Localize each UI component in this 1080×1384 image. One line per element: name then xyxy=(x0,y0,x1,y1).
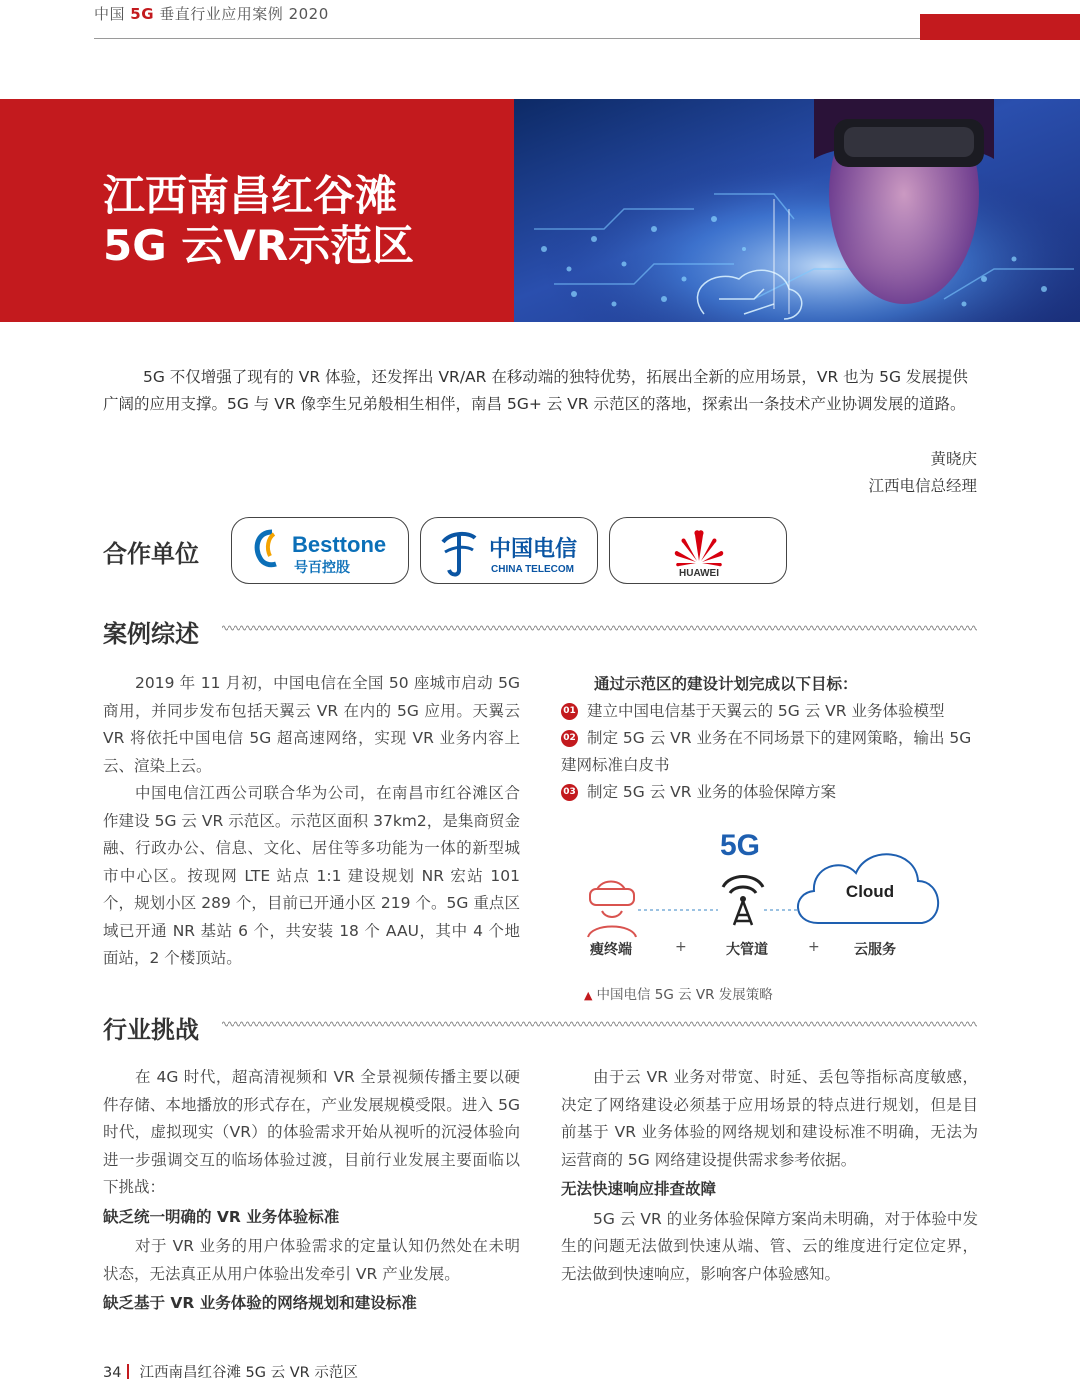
header-red-block xyxy=(920,14,1080,40)
strategy-diagram-graphic xyxy=(580,815,960,965)
overview-left-column xyxy=(103,670,520,973)
goal-item-1 xyxy=(561,698,979,725)
label-thin-terminal: 瘦终端 xyxy=(590,942,632,958)
challenge-subheading-1: 缺乏统一明确的 VR 业务体验标准 xyxy=(103,1207,340,1226)
goal-number-badge: 01 xyxy=(561,703,578,720)
footer-title: 江西南昌红谷滩 5G 云 VR 示范区 xyxy=(139,1365,358,1381)
strategy-diagram xyxy=(580,815,960,965)
goal-number-badge: 02 xyxy=(561,730,578,747)
goal-number-badge: 03 xyxy=(561,784,578,801)
huawei-logo xyxy=(610,518,788,585)
telecom-en-text: CHINA TELECOM xyxy=(491,564,574,575)
page-footer xyxy=(103,1361,358,1382)
goals-list xyxy=(561,698,979,806)
header-title xyxy=(94,3,329,24)
page-number: 34 xyxy=(103,1365,122,1381)
vr-user-icon xyxy=(588,882,636,938)
partner-china-telecom xyxy=(420,517,598,584)
overview-paragraph-2: 中国电信江西公司联合华为公司，在南昌市红谷滩区合作建设 5G 云 VR 示范区。示范区面积 37km2，是集商贸金融、行政办公、信息、文化、居住等多功能为一体的新型城市中心区。按现网 LTE 站点 1:1 建设规划 NR 宏站 101 个，规划小区 289 个，目前已开通小区 219 个。5G 重点区域已开通 NR 基站 6 个，共安装 18 个 AAU，其中 4 个地面站，2 个楼顶站。 xyxy=(103,784,520,967)
header-rule xyxy=(94,38,920,39)
footer-divider xyxy=(127,1364,129,1379)
goal-text: 制定 5G 云 VR 业务的体验保障方案 xyxy=(587,783,836,801)
5g-logo-text: 5G xyxy=(720,829,761,862)
intro-quote: 5G 不仅增强了现有的 VR 体验，还发挥出 VR/AR 在移动端的独特优势，拓展出全新的应用场景，VR 也为 5G 发展提供广阔的应用支撑。5G 与 VR 像孪生兄弟般相生相伴，南昌 5G+ 云 VR 示范区的落地，探索出一条技术产业协调发展的道路。 xyxy=(103,368,968,413)
diagram-caption xyxy=(584,983,773,1003)
goals-title: 通过示范区的建设计划完成以下目标： xyxy=(594,675,858,693)
overview-paragraph-1: 2019 年 11 月初，中国电信在全国 50 座城市启动 5G 商用，并同步发布包括天翼云 VR 在内的 5G 应用。天翼云 VR 将依托中国电信 5G 超高速网络，实现 VR 业务内容上云、渲染上云。 xyxy=(103,674,520,775)
besttone-en-text: Besttone xyxy=(292,532,387,557)
overview-heading-rule xyxy=(222,624,977,632)
title-banner xyxy=(0,99,1080,322)
plus-sign: + xyxy=(675,939,687,955)
challenge-subheading-3: 无法快速响应排查故障 xyxy=(561,1180,717,1198)
challenge-subheading-2: 缺乏基于 VR 业务体验的网络规划和建设标准 xyxy=(103,1294,417,1312)
goal-item-2 xyxy=(561,725,979,779)
running-header xyxy=(0,0,1080,42)
title-line-2: 5G 云VR示范区 xyxy=(103,221,415,270)
author-title: 江西电信总经理 xyxy=(868,477,977,495)
label-cloud-service: 云服务 xyxy=(854,942,896,958)
quote-author xyxy=(868,446,977,500)
china-telecom-logo xyxy=(421,518,599,585)
partners-heading: 合作单位 xyxy=(103,540,199,568)
label-big-pipe: 大管道 xyxy=(726,942,768,958)
cloud-label: Cloud xyxy=(845,882,895,901)
challenge-paragraph-2: 由于云 VR 业务对带宽、时延、丢包等指标高度敏感，决定了网络建设必须基于应用场景的特点进行规划，但是目前基于 VR 业务体验的网络规划和建设标准不明确，无法为运营商的 5G 网络建设提供需求参考依据。 xyxy=(561,1068,978,1169)
partner-huawei xyxy=(609,517,787,584)
challenges-right-column xyxy=(561,1064,978,1288)
cell-tower-icon xyxy=(723,877,763,926)
goal-text: 建立中国电信基于天翼云的 5G 云 VR 业务体验模型 xyxy=(587,702,945,720)
header-suffix: 垂直行业应用案例 2020 xyxy=(154,5,329,23)
besttone-logo xyxy=(232,518,410,585)
overview-heading: 案例综述 xyxy=(103,620,199,648)
page-title xyxy=(103,171,414,271)
header-accent: 5G xyxy=(130,5,155,23)
goal-item-3 xyxy=(561,779,979,806)
header-prefix: 中国 xyxy=(94,5,131,23)
challenges-left-column xyxy=(103,1064,520,1318)
title-line-1: 江西南昌红谷滩 xyxy=(103,171,398,220)
vr-headset-photo xyxy=(514,99,1080,322)
caption-marker-icon: ▲ xyxy=(584,989,593,1002)
goal-text: 制定 5G 云 VR 业务在不同场景下的建网策略，输出 5G 建网标准白皮书 xyxy=(561,729,972,774)
caption-text: 中国电信 5G 云 VR 发展策略 xyxy=(596,987,773,1003)
besttone-cn-text: 号百控股 xyxy=(294,560,350,576)
challenge-paragraph-3: 5G 云 VR 的业务体验保障方案尚未明确，对于体验中发生的问题无法做到快速从端、管、云的维度进行定位定界，无法做到快速响应，影响客户体验感知。 xyxy=(561,1209,978,1283)
plus-sign: + xyxy=(808,939,820,955)
challenges-heading: 行业挑战 xyxy=(103,1016,199,1044)
huawei-text: HUAWEI xyxy=(679,568,719,579)
challenge-paragraph-1: 对于 VR 业务的用户体验需求的定量认知仍然处在未明状态，无法真正从用户体验出发牵引 VR 产业发展。 xyxy=(103,1237,520,1283)
author-name: 黄晓庆 xyxy=(930,450,977,468)
challenges-intro: 在 4G 时代，超高清视频和 VR 全景视频传播主要以硬件存储、本地播放的形式存在，产业发展规模受限。进入 5G 时代，虚拟现实（VR）的体验需求开始从视听的沉浸体验向进一步强调交互的临场体验过渡，目前行业发展主要面临以下挑战： xyxy=(103,1068,520,1196)
telecom-cn-text: 中国电信 xyxy=(489,537,578,562)
partner-besttone xyxy=(231,517,409,584)
challenges-heading-rule xyxy=(222,1020,977,1028)
